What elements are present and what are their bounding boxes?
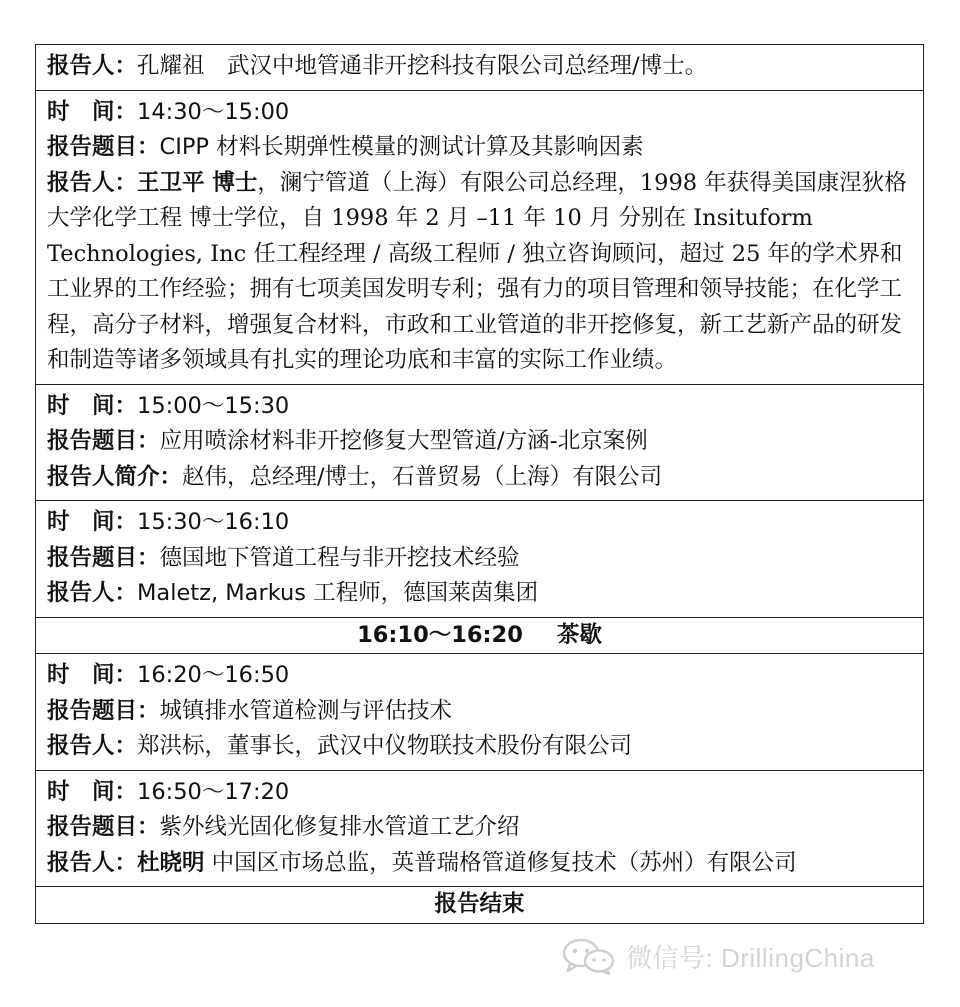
time-value: 16:50～17:20 — [137, 778, 290, 805]
topic-label: 报告题目： — [47, 697, 160, 724]
time-value: 15:30～16:10 — [137, 509, 290, 535]
speaker-name: 杜晓明 — [137, 849, 205, 876]
end-row — [36, 887, 924, 924]
break-label: 茶歇 — [556, 621, 602, 648]
topic-label: 报告题目： — [47, 134, 160, 160]
speaker-bio-paragraph — [47, 166, 912, 379]
topic-value: CIPP 材料长期弹性模量的测试计算及其影响因素 — [159, 134, 644, 160]
time-label: 时 间： — [47, 392, 138, 419]
speaker-label: 报告人： — [47, 733, 138, 759]
watermark — [558, 936, 875, 976]
speaker-line — [47, 460, 912, 496]
topic-line — [47, 424, 912, 460]
session-cell — [36, 45, 924, 91]
session-cell — [36, 770, 924, 887]
end-label: 报告结束 — [434, 891, 525, 917]
time-line — [47, 389, 912, 425]
topic-line — [47, 694, 912, 730]
session-row — [36, 384, 924, 501]
speaker-line — [47, 729, 912, 765]
time-line — [47, 95, 912, 131]
topic-value: 紫外线光固化修复排水管道工艺介绍 — [159, 814, 520, 840]
time-line — [47, 505, 912, 541]
speaker-line — [47, 49, 912, 85]
session-row — [36, 90, 924, 384]
topic-value: 应用喷涂材料非开挖修复大型管道/方涵-北京案例 — [159, 428, 648, 454]
speaker-label: 报告人： — [47, 849, 138, 876]
topic-line — [47, 541, 912, 577]
time-label: 时 间： — [47, 509, 138, 535]
speaker-value: 孔耀祖 武汉中地管通非开挖科技有限公司总经理/博士。 — [137, 53, 708, 79]
end-cell — [36, 887, 924, 924]
speaker-label: 报告人简介： — [47, 463, 183, 490]
speaker-paragraph — [47, 846, 912, 882]
watermark-text: 微信号: DrillingChina — [626, 942, 875, 973]
session-row — [36, 45, 924, 91]
break-row — [36, 617, 924, 654]
session-cell — [36, 90, 924, 384]
time-value: 16:20～16:50 — [137, 662, 290, 688]
topic-line — [47, 130, 912, 166]
wechat-icon — [558, 936, 618, 976]
speaker-label: 报告人： — [47, 53, 138, 79]
time-label: 时 间： — [47, 778, 138, 805]
speaker-value: Maletz, Markus 工程师，德国莱茵集团 — [137, 580, 539, 606]
break-time: 16:10～16:20 — [357, 621, 523, 648]
time-label: 时 间： — [47, 662, 138, 688]
time-label: 时 间： — [47, 98, 138, 125]
time-value: 15:00～15:30 — [137, 392, 290, 419]
time-line — [47, 658, 912, 694]
session-row — [36, 770, 924, 887]
break-cell — [36, 617, 924, 654]
session-row — [36, 654, 924, 771]
time-line — [47, 775, 912, 811]
speaker-line — [47, 576, 912, 612]
session-row — [36, 501, 924, 618]
topic-label: 报告题目： — [47, 814, 160, 840]
topic-label: 报告题目： — [47, 428, 160, 454]
speaker-value: 赵伟，总经理/博士，石普贸易（上海）有限公司 — [182, 463, 663, 490]
schedule-table — [35, 44, 924, 924]
session-cell — [36, 501, 924, 618]
session-cell — [36, 654, 924, 771]
topic-value: 城镇排水管道检测与评估技术 — [159, 697, 453, 724]
speaker-label: 报告人： — [47, 580, 138, 606]
topic-value: 德国地下管道工程与非开挖技术经验 — [159, 544, 520, 571]
topic-line — [47, 810, 912, 846]
speaker-bio: 中国区市场总监，英普瑞格管道修复技术（苏州）有限公司 — [204, 849, 797, 876]
speaker-value: 郑洪标，董事长，武汉中仪物联技术股份有限公司 — [137, 733, 633, 759]
speaker-name: 王卫平 博士 — [137, 169, 258, 196]
time-value: 14:30～15:00 — [137, 98, 290, 125]
topic-label: 报告题目： — [47, 544, 160, 571]
speaker-bio: ，澜宁管道（上海）有限公司总经理，1998 年获得美国康涅狄格大学化学工程 博士学位，自 1998 年 2 月 –11 年 10 月 分别在 Insituform Technologies, Inc 任工程经理 / 高级工程师 / 独立咨询顾问，超过 25 年的学术界和工业界的工作经验；拥有七项美国发明专利；强有力的项目管理和领导技能；在化学工程，高分子材料，增强复合材料，市政和工业管道的非开挖修复，新工艺新产品的研发和制造等诸多领域具有扎实的理论功底和丰富的实际工作业绩。 — [47, 169, 907, 373]
speaker-label: 报告人： — [47, 169, 138, 196]
session-cell — [36, 384, 924, 501]
